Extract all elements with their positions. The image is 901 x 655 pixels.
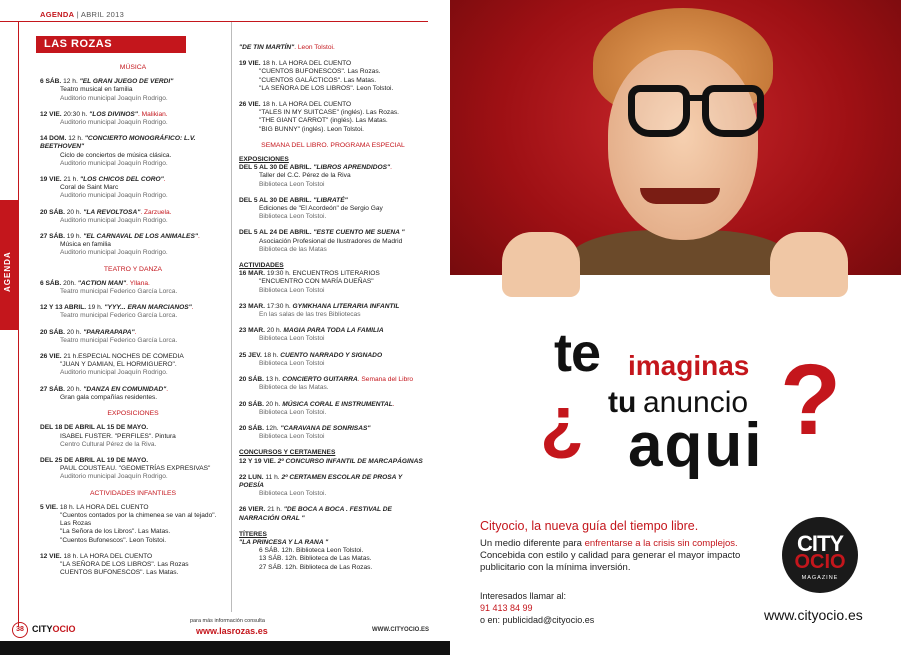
event-date: 27 SÁB. bbox=[40, 233, 65, 241]
events-column-2 bbox=[239, 44, 427, 580]
desc-lead: Un medio diferente para bbox=[480, 538, 585, 549]
event-note: . bbox=[197, 233, 200, 241]
event-time: 17:30 h. bbox=[266, 302, 291, 310]
event-time: 18 h. bbox=[263, 351, 279, 359]
event-venue: Auditorio municipal Joaquín Rodrigo. bbox=[60, 473, 168, 481]
header-rule bbox=[0, 21, 428, 22]
event-date: 26 VIE. bbox=[40, 353, 62, 361]
event-venue: Teatro municipal Federico García Lorca. bbox=[60, 312, 178, 320]
category-heading: MÚSICA bbox=[119, 64, 147, 71]
contact-phone[interactable]: 91 413 84 99 bbox=[480, 603, 533, 613]
footer-logo bbox=[32, 624, 76, 634]
event-title: "ACTION MAN" bbox=[77, 279, 127, 287]
footer-logo-ocio: OCIO bbox=[52, 624, 76, 634]
event-time: 20:30 h. bbox=[63, 110, 88, 118]
event-title: "CONCIERTO MONOGRÁFICO: L.V. BEETHOVEN" bbox=[40, 135, 196, 151]
event-item bbox=[239, 197, 427, 222]
logo-ocio: OCIO bbox=[794, 551, 846, 573]
event-item bbox=[239, 458, 427, 466]
left-hand-shape bbox=[502, 232, 580, 297]
event-venue: Biblioteca de las Matas. bbox=[259, 384, 329, 392]
event-venue: Biblioteca Leon Tolstoi. bbox=[259, 213, 327, 221]
event-venue: Auditorio municipal Joaquín Rodrigo. bbox=[60, 94, 168, 102]
contact-email[interactable]: o en: publicidad@cityocio.es bbox=[480, 615, 595, 625]
event-date: 23 MAR. bbox=[239, 327, 266, 335]
contact-label: Interesados llamar al: bbox=[480, 591, 567, 601]
event-time: 20 h. bbox=[265, 400, 281, 408]
footer-logo-city: CITY bbox=[32, 624, 53, 634]
event-venue: Auditorio municipal Joaquín Rodrigo. bbox=[60, 192, 168, 200]
event-item bbox=[40, 111, 226, 127]
event-item bbox=[239, 474, 427, 499]
footer-url-link[interactable]: www.lasrozas.es bbox=[196, 626, 268, 636]
event-item bbox=[40, 280, 226, 296]
event-detail: PAUL COUSTEAU. "GEOMETRÍAS EXPRESIVAS" bbox=[60, 465, 211, 473]
event-time: 19 h. bbox=[66, 233, 82, 241]
event-date: 26 VIE. bbox=[239, 101, 261, 109]
event-detail: "LA SEÑORA DE LOS LIBROS". Leon Tolstoi. bbox=[259, 84, 394, 92]
event-date: 19 VIE. bbox=[40, 176, 62, 184]
footer-info: para más información consulta bbox=[190, 618, 265, 624]
sidebar-tab bbox=[0, 200, 18, 330]
event-time: 20 h. bbox=[266, 327, 282, 335]
event-detail: 6 SÁB. 12h. Biblioteca Leon Tolstoi. bbox=[259, 547, 364, 555]
event-detail: Asociación Profesional de Ilustradores de Madrid bbox=[259, 237, 403, 245]
event-item bbox=[239, 270, 427, 295]
event-note: . bbox=[163, 176, 166, 184]
event-venue: Biblioteca Leon Tolstoi. bbox=[259, 490, 327, 498]
event-item bbox=[40, 504, 226, 545]
events-column-1 bbox=[40, 58, 226, 585]
event-detail: "Cuentos Bufonescos". Leon Tolstoi. bbox=[60, 536, 167, 544]
event-detail: Música en familia bbox=[60, 241, 111, 249]
event-item bbox=[239, 101, 427, 134]
event-time: 20h. bbox=[63, 279, 76, 287]
event-date: 16 MAR. bbox=[239, 270, 266, 278]
event-detail: "CUENTOS GALÁCTICOS". Las Matas. bbox=[259, 76, 377, 84]
event-date: 20 SÁB. bbox=[40, 328, 65, 336]
page-number: 38 bbox=[12, 622, 28, 638]
event-detail: 27 SÁB. 12h. Biblioteca de Las Rozas. bbox=[259, 563, 373, 571]
event-title: "LOS CHICOS DEL CORO" bbox=[80, 176, 164, 184]
event-time: 18 h. LA HORA DEL CUENTO bbox=[59, 503, 149, 511]
event-date: 12 VIE. bbox=[40, 110, 62, 118]
event-detail: "LA SEÑORA DE LOS LIBROS". Las Rozas bbox=[60, 560, 189, 568]
event-date: 25 JEV. bbox=[239, 351, 262, 359]
event-venue: Biblioteca Leon Tolstoi bbox=[259, 433, 325, 441]
event-detail: Taller del C.C. Pérez de la Riva bbox=[259, 172, 351, 180]
month-label: ABRIL 2013 bbox=[80, 10, 125, 19]
event-item bbox=[239, 229, 427, 254]
event-date: 12 VIE. bbox=[40, 552, 62, 560]
event-title: "DE BOCA A BOCA . FESTIVAL DE NARRACIÓN ORAL " bbox=[239, 506, 392, 522]
event-date: 5 VIE. bbox=[40, 503, 58, 511]
event-detail: ISABEL FUSTER. "PERFILES". Pintura bbox=[60, 432, 176, 440]
event-detail: Ciclo de conciertos de música clásica. bbox=[60, 151, 172, 159]
event-item bbox=[239, 327, 427, 343]
subsection-heading: ACTIVIDADES bbox=[239, 262, 284, 270]
footer-bar bbox=[0, 641, 450, 655]
event-date: 20 SÁB. bbox=[239, 376, 264, 384]
event-time: 12 h. bbox=[63, 78, 78, 86]
event-date: 20 SÁB. bbox=[40, 208, 65, 216]
event-item bbox=[239, 60, 427, 93]
event-detail: 13 SÁB. 12h. Biblioteca de Las Matas. bbox=[259, 555, 372, 563]
logo-magazine: MAGAZINE bbox=[801, 575, 839, 581]
event-title: "LIBROS APRENDIDOS" bbox=[313, 164, 391, 172]
event-time: 19 h. bbox=[87, 304, 103, 312]
left-page bbox=[0, 0, 450, 655]
event-title: GYMKHANA LITERARIA INFANTIL bbox=[292, 302, 400, 310]
event-title: "LOS DIVINOS" bbox=[89, 110, 138, 118]
event-date: 6 SÁB. bbox=[40, 78, 62, 86]
event-title: "PARARAPAPA" bbox=[83, 328, 135, 336]
subsection-heading: TÍTERES bbox=[239, 530, 267, 538]
section-label: AGENDA bbox=[40, 10, 75, 19]
event-title: "EL GRAN JUEGO DE VERDI" bbox=[79, 78, 174, 86]
event-title: MAGIA PARA TODA LA FAMILIA bbox=[283, 327, 384, 335]
event-venue: Biblioteca Leon Tolstoi. bbox=[259, 408, 327, 416]
event-time: 21 h.ESPECIAL NOCHES DE COMEDIA bbox=[63, 353, 184, 361]
event-item bbox=[40, 304, 226, 320]
event-date: 20 SÁB. bbox=[239, 424, 264, 432]
event-date: 12 Y 19 VIE. bbox=[239, 457, 276, 465]
category-heading: SEMANA DEL LIBRO. PROGRAMA ESPECIAL bbox=[261, 141, 405, 149]
logo-city: CITY bbox=[796, 531, 844, 556]
event-title: "DE TIN MARTÍN" bbox=[239, 44, 295, 51]
event-date: 19 VIE. bbox=[239, 60, 261, 68]
right-hand-shape bbox=[770, 232, 848, 297]
event-venue: Teatro municipal Federico García Lorca. bbox=[60, 288, 178, 296]
category-heading: ACTIVIDADES INFANTILES bbox=[89, 489, 177, 497]
contact-block bbox=[480, 590, 594, 626]
event-time: 11 h. bbox=[265, 473, 280, 481]
event-detail: CUENTOS BUFONESCOS". Las Matas. bbox=[60, 569, 179, 577]
event-date: DEL 25 DE ABRIL AL 19 DE MAYO. bbox=[40, 456, 149, 464]
event-detail: "Cuentos contados por la chimenea se van al tejado". Las Rozas bbox=[60, 511, 217, 528]
event-date: 12 Y 13 ABRIL. bbox=[40, 304, 87, 312]
ad-description bbox=[480, 538, 780, 574]
event-item bbox=[40, 353, 226, 378]
event-detail: "THE GIANT CARROT" (inglés). Las Matas. bbox=[259, 117, 388, 125]
column-divider bbox=[231, 22, 232, 612]
event-title: "LA PRINCESA Y LA RANA " bbox=[239, 538, 329, 546]
event-item bbox=[40, 424, 226, 449]
event-date: 27 SÁB. bbox=[40, 385, 65, 393]
event-time: 20 h. bbox=[66, 385, 82, 393]
event-venue: Biblioteca de las Matas bbox=[259, 245, 327, 253]
event-item bbox=[239, 425, 427, 441]
headline-anuncio: anuncio bbox=[643, 386, 749, 419]
event-detail: "TALES IN MY SUITCASE" (inglés). Las Rozas. bbox=[259, 109, 400, 117]
event-title: MÚSICA CORAL E INSTRUMENTAL bbox=[282, 400, 393, 408]
event-venue: Biblioteca Leon Tolstoi bbox=[259, 180, 325, 188]
sidebar-label: AGENDA bbox=[3, 251, 12, 292]
cityocio-logo bbox=[782, 517, 858, 593]
event-note: . Yllana. bbox=[126, 279, 150, 287]
event-detail: "La Señora de los Libros". Las Matas. bbox=[60, 528, 171, 536]
event-title: CONCIERTO GUITARRA bbox=[282, 376, 358, 384]
event-date: 14 DOM. bbox=[40, 135, 67, 143]
event-detail: "JUAN Y DAMIAN, EL HORMIGUERO". bbox=[60, 361, 177, 369]
category-heading: EXPOSICIONES bbox=[107, 410, 159, 418]
event-venue: Biblioteca Leon Tolstoi bbox=[259, 286, 325, 294]
category-heading: TEATRO Y DANZA bbox=[103, 265, 163, 273]
headline-imaginas: imaginas bbox=[628, 350, 750, 381]
event-item bbox=[239, 44, 427, 52]
event-time: 20 h. bbox=[66, 328, 82, 336]
event-title: "DANZA EN COMUNIDAD" bbox=[83, 385, 167, 393]
event-venue: Teatro municipal Federico García Lorca. bbox=[60, 336, 178, 344]
event-item bbox=[239, 376, 427, 392]
face-shape bbox=[608, 50, 758, 240]
event-venue: Auditorio municipal Joaquín Rodrigo. bbox=[60, 159, 168, 167]
event-note: . bbox=[390, 164, 392, 172]
event-venue: Auditorio municipal Joaquín Rodrigo. bbox=[60, 249, 168, 257]
event-item bbox=[239, 352, 427, 368]
event-note: . Zarzuela. bbox=[140, 208, 172, 216]
event-detail: Gran gala compañías residentes. bbox=[60, 393, 158, 401]
mouth-shape bbox=[640, 188, 720, 204]
event-note: . Leon Tolstoi. bbox=[294, 44, 335, 51]
event-time: 18 h. LA HORA DEL CUENTO bbox=[262, 101, 352, 109]
event-title: CUENTO NARRADO Y SIGNADO bbox=[280, 351, 383, 359]
event-detail: "BIG BUNNY" (inglés). Leon Tolstoi. bbox=[259, 125, 364, 133]
event-date: 23 MAR. bbox=[239, 302, 266, 310]
event-item bbox=[40, 209, 226, 225]
event-time: 21 h. bbox=[267, 506, 282, 514]
event-venue: Auditorio municipal Joaquín Rodrigo. bbox=[60, 369, 168, 377]
headline-tu: tu bbox=[608, 386, 637, 419]
event-venue: Biblioteca Leon Tolstoi bbox=[259, 359, 325, 367]
event-venue: En las salas de las tres Bibliotecas bbox=[259, 311, 361, 319]
event-detail: Ediciones de "El Acordeón" de Sergio Gay bbox=[259, 205, 383, 213]
event-title: "CARAVANA DE SONRISAS" bbox=[280, 424, 371, 432]
event-time: 18 h. LA HORA DEL CUENTO bbox=[63, 552, 153, 560]
event-title: "EL CARNAVAL DE LOS ANIMALES" bbox=[83, 233, 198, 241]
event-item bbox=[239, 539, 427, 572]
event-venue: Auditorio municipal Joaquín Rodrigo. bbox=[60, 216, 168, 224]
right-page-ad bbox=[450, 0, 901, 655]
event-item bbox=[40, 329, 226, 345]
event-time: 18 h. LA HORA DEL CUENTO bbox=[262, 60, 352, 68]
event-detail: Coral de Saint Marc bbox=[60, 184, 119, 192]
event-venue: Auditorio municipal Joaquín Rodrigo. bbox=[60, 119, 168, 127]
event-item bbox=[239, 506, 427, 522]
event-date: DEL 5 AL 30 DE ABRIL. bbox=[239, 196, 312, 204]
event-title: "ESTE CUENTO ME SUENA " bbox=[313, 229, 405, 237]
event-venue: Centro Cultural Pérez de la Riva. bbox=[60, 440, 157, 448]
desc-highlight: enfrentarse a la crisis sin complejos. bbox=[584, 538, 738, 549]
event-date: 22 LUN. bbox=[239, 473, 264, 481]
event-date: DEL 5 AL 24 DE ABRIL. bbox=[239, 229, 312, 237]
event-date: DEL 18 DE ABRIL AL 15 DE MAYO. bbox=[40, 424, 149, 432]
event-note: . bbox=[166, 385, 169, 393]
event-item bbox=[40, 135, 226, 168]
event-time: 19:30 h. ENCUENTROS LITERARIOS bbox=[266, 270, 380, 278]
event-time: 13 h. bbox=[265, 376, 281, 384]
question-close-mark: ? bbox=[780, 344, 842, 456]
tagline: Cityocio, la nueva guía del tiempo libre. bbox=[480, 519, 699, 533]
event-date: 26 VIER. bbox=[239, 506, 266, 514]
event-detail: Teatro musical en familia bbox=[60, 86, 133, 94]
event-note: . bbox=[392, 400, 395, 408]
event-venue: Biblioteca Leon Tolstoi bbox=[259, 335, 325, 343]
event-note: . Malikian. bbox=[137, 110, 168, 118]
event-note: . bbox=[191, 304, 194, 312]
event-title: "LA REVOLTOSA" bbox=[83, 208, 141, 216]
event-detail: "ENCUENTRO CON MARÍA DUEÑAS" bbox=[259, 278, 374, 286]
event-date: 6 SÁB. bbox=[40, 279, 62, 287]
event-time: 12 h. bbox=[68, 135, 83, 143]
city-banner: LAS ROZAS bbox=[36, 36, 186, 53]
event-date: 20 SÁB. bbox=[239, 400, 264, 408]
event-item bbox=[239, 164, 427, 189]
event-item bbox=[239, 401, 427, 417]
question-open-mark: ¿ bbox=[540, 382, 584, 462]
event-note: . Semana del Libro bbox=[357, 376, 414, 384]
ad-url-link[interactable]: www.cityocio.es bbox=[764, 607, 863, 623]
event-title: "LIBRATÉ" bbox=[313, 196, 348, 204]
page-header: AGENDA | ABRIL 2013 bbox=[40, 10, 125, 19]
event-detail: "CUENTOS BUFONESCOS". Las Rozas. bbox=[259, 68, 381, 76]
event-time: 21 h. bbox=[63, 176, 79, 184]
event-title: 2º CERTAMEN ESCOLAR DE PROSA Y POESÍA bbox=[239, 473, 403, 489]
event-item bbox=[40, 233, 226, 258]
event-item bbox=[40, 457, 226, 482]
subsection-heading: EXPOSICIONES bbox=[239, 156, 289, 164]
event-item bbox=[40, 386, 226, 402]
headline-te: te bbox=[554, 323, 601, 383]
footer-site-link[interactable]: WWW.CITYOCIO.ES bbox=[372, 627, 429, 633]
event-item bbox=[40, 78, 226, 103]
subsection-heading: CONCURSOS Y CERTAMENES bbox=[239, 449, 336, 457]
event-date: DEL 5 AL 30 DE ABRIL. bbox=[239, 164, 312, 172]
event-title: 2º CONCURSO INFANTIL DE MARCAPÁGINAS bbox=[277, 457, 423, 465]
left-rule bbox=[18, 22, 19, 627]
desc-body: Concebida con estilo y calidad para generar el mayor impacto publicitario con la mínima inversión. bbox=[480, 550, 741, 573]
event-time: 20 h. bbox=[66, 208, 82, 216]
event-title: "YYY... ERAN MARCIANOS" bbox=[104, 304, 192, 312]
headline-aqui: aqui bbox=[628, 411, 764, 480]
event-item bbox=[239, 303, 427, 319]
event-time: 12h. bbox=[265, 424, 279, 432]
event-item bbox=[40, 176, 226, 201]
event-item bbox=[40, 553, 226, 578]
event-note: . bbox=[134, 328, 137, 336]
